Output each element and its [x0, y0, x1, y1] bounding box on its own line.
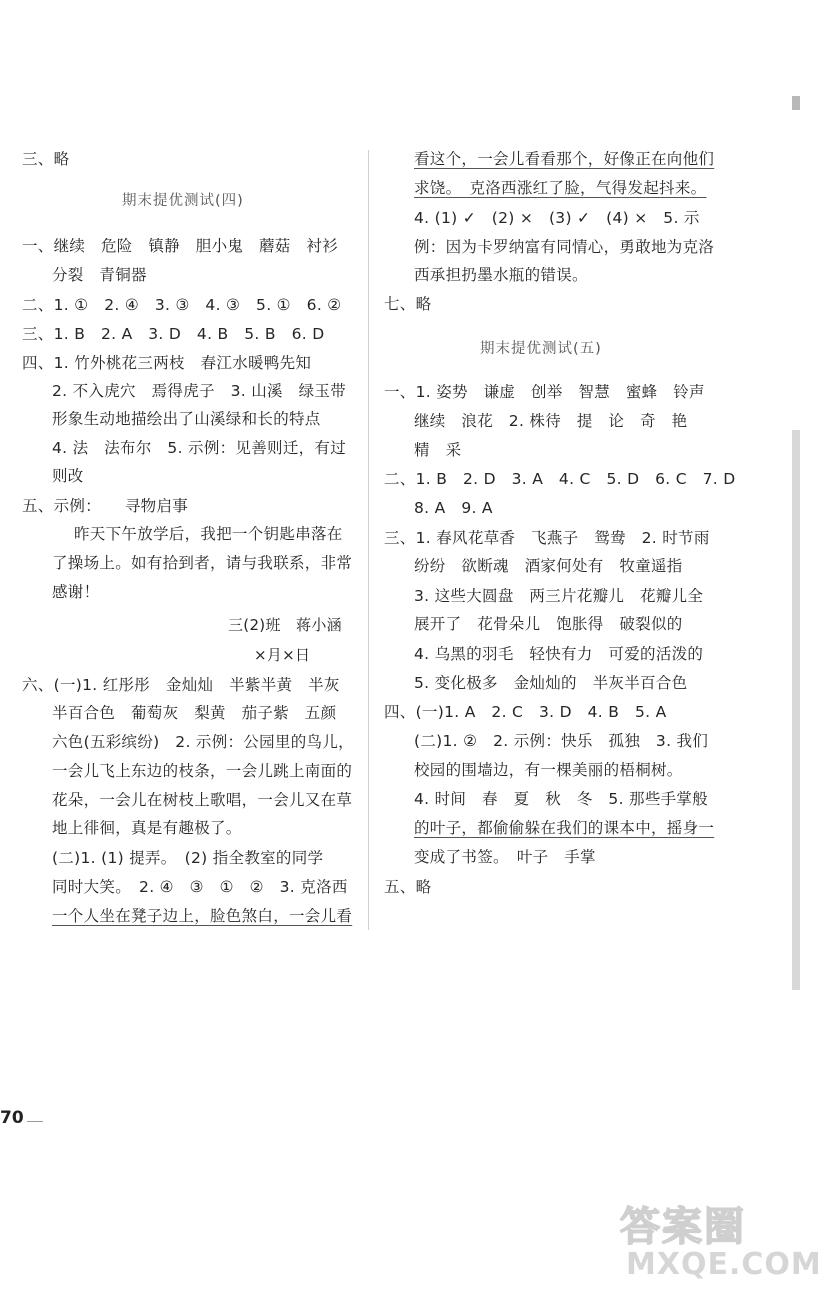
answer-line: 四、1. 竹外桃花三两枝 春江水暖鸭先知 [22, 354, 312, 372]
answer-line: 形象生动地描绘出了山溪绿和长的特点 [52, 410, 321, 428]
page-edge-shadow [792, 430, 800, 990]
watermark-title: 答案圈 [620, 1204, 746, 1250]
answer-line: 分裂 青铜器 [52, 266, 147, 284]
column-divider [368, 150, 369, 930]
answer-line: 半百合色 葡萄灰 梨黄 茄子紫 五颜 [52, 704, 337, 722]
answer-line: 六色(五彩缤纷) 2. 示例：公园里的鸟儿， [52, 733, 354, 751]
answer-line: 一、继续 危险 镇静 胆小鬼 蘑菇 衬衫 [22, 237, 339, 255]
answer-line: 变成了书签。 叶子 手掌 [414, 848, 596, 866]
answer-line: 三、略 [22, 150, 70, 168]
answer-line: 同时大笑。 2. ④ ③ ① ② 3. 克洛西 [52, 878, 348, 896]
answer-line: 一、1. 姿势 谦虚 创举 智慧 蜜蜂 铃声 [384, 383, 705, 401]
answer-line: 二、1. B 2. D 3. A 4. C 5. D 6. C 7. D [384, 470, 736, 488]
answer-line: 例：因为卡罗纳富有同情心，勇敢地为克洛 [414, 238, 715, 256]
signature-date: ×月×日 [254, 646, 311, 664]
answer-line: 则改 [52, 467, 84, 485]
page-number-rule [27, 1121, 43, 1122]
answer-line: 五、示例： 寻物启事 [22, 497, 189, 515]
answer-line: 一会儿飞上东边的枝条，一会儿跳上南面的 [52, 762, 353, 780]
answer-line: 2. 不入虎穴 焉得虎子 3. 山溪 绿玉带 [52, 382, 347, 400]
answer-line: (二)1. ② 2. 示例：快乐 孤独 3. 我们 [414, 732, 709, 750]
answer-line: 4. 法 法布尔 5. 示例：见善则迁，有过 [52, 439, 347, 457]
underlined-answer-line: 一个人坐在凳子边上，脸色煞白，一会儿看 [52, 907, 353, 925]
answer-line: 昨天下午放学后，我把一个钥匙串落在 [74, 525, 343, 543]
answer-line: 继续 浪花 2. 株待 提 论 奇 艳 [414, 412, 688, 430]
answer-line: 3. 这些大圆盘 两三片花瓣儿 花瓣儿全 [414, 587, 704, 605]
section-title: 期末提优测试(四) [122, 193, 244, 209]
answer-line: 4. 乌黑的羽毛 轻快有力 可爱的活泼的 [414, 645, 704, 663]
answer-line: 纷纷 欲断魂 酒家何处有 牧童遥指 [414, 557, 683, 575]
underlined-answer-line: 看这个，一会儿看看那个，好像正在向他们 [414, 150, 715, 168]
answer-line: 精 采 [414, 441, 462, 459]
watermark-logo [620, 1195, 822, 1287]
answer-line: 8. A 9. A [414, 499, 493, 517]
answer-line: 西承担扔墨水瓶的错误。 [414, 266, 588, 284]
answer-line: 了操场上。如有拾到者，请与我联系，非常 [52, 554, 353, 572]
answer-line: 五、略 [384, 878, 432, 896]
answer-line: 地上徘徊，真是有趣极了。 [52, 819, 242, 837]
signature-class-name: 三(2)班 蒋小涵 [228, 616, 342, 634]
answer-line: 4. 时间 春 夏 秋 冬 5. 那些手掌般 [414, 790, 709, 808]
answer-line: 二、1. ① 2. ④ 3. ③ 4. ③ 5. ① 6. ② [22, 296, 342, 314]
answer-line: 三、1. B 2. A 3. D 4. B 5. B 6. D [22, 325, 325, 343]
answer-line: 校园的围墙边，有一棵美丽的梧桐树。 [414, 761, 683, 779]
answer-line: (二)1. (1) 提弄。 (2) 指全教室的同学 [52, 849, 324, 867]
underlined-answer-line: 求饶。 克洛西涨红了脸，气得发起抖来。 [414, 179, 707, 197]
answer-line: 展开了 花骨朵儿 饱胀得 破裂似的 [414, 615, 683, 633]
answer-line: 花朵，一会儿在树枝上歌唱，一会儿又在草 [52, 791, 353, 809]
page-number: 70 [0, 1108, 24, 1128]
answer-line: 4. (1) ✓ (2) × (3) ✓ (4) × 5. 示 [414, 209, 700, 227]
answer-line: 5. 变化极多 金灿灿的 半灰半百合色 [414, 674, 688, 692]
answer-line: 四、(一)1. A 2. C 3. D 4. B 5. A [384, 703, 667, 721]
answer-line: 七、略 [384, 295, 432, 313]
underlined-answer-line: 的叶子，都偷偷躲在我们的课本中，摇身一 [414, 819, 715, 837]
section-title: 期末提优测试(五) [480, 341, 602, 357]
answer-line: 三、1. 春风花草香 飞燕子 鸳鸯 2. 时节雨 [384, 529, 710, 547]
page-edge-shadow [792, 96, 800, 110]
watermark-url: MXQE.COM [626, 1247, 822, 1282]
answer-line: 六、(一)1. 红彤彤 金灿灿 半紫半黄 半灰 [22, 676, 340, 694]
answer-line: 感谢！ [52, 583, 100, 601]
